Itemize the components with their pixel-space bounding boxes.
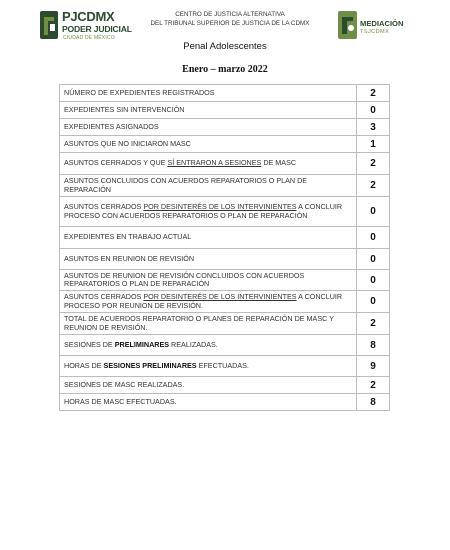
row-value: 0 bbox=[357, 197, 390, 227]
label-part: A CONCLUIR PROCESO CON ACUERDOS REPARATORIOS O PLAN DE REPARACIÓN bbox=[64, 202, 343, 220]
label-emphasis: SÍ ENTRARON A SESIONES bbox=[167, 158, 262, 168]
logo-sub: CIUDAD DE MÉXICO bbox=[63, 35, 115, 41]
label-emphasis: POR DESINTERÉS DE LOS INTERVINIENTES bbox=[143, 202, 297, 212]
label-part: ASUNTOS CERRADOS bbox=[64, 292, 144, 302]
row-value: 8 bbox=[357, 394, 390, 411]
table-row bbox=[60, 270, 390, 291]
table-row bbox=[60, 102, 390, 119]
table-row bbox=[60, 153, 390, 175]
row-value: 9 bbox=[357, 356, 390, 377]
label-part: ASUNTOS CERRADOS bbox=[64, 202, 144, 212]
table-row bbox=[60, 377, 390, 394]
row-label: HORAS DE MASC EFECTUADAS. bbox=[60, 394, 357, 411]
institution-line-1: CENTRO DE JUSTICIA ALTERNATIVA bbox=[175, 11, 285, 18]
row-label: ASUNTOS DE REUNION DE REVISIÓN CONCLUIDOS CON ACUERDOS REPARATORIOS O PLAN DE REPARACIÓN bbox=[60, 270, 357, 291]
label-emphasis: PRELIMINARES bbox=[114, 339, 170, 349]
document-title: Penal Adolescentes bbox=[183, 41, 267, 52]
row-value: 8 bbox=[357, 335, 390, 356]
institution-line-2: DEL TRIBUNAL SUPERIOR DE JUSTICIA DE LA CDMX bbox=[150, 19, 310, 27]
statistics-table bbox=[59, 84, 390, 411]
row-label: NÚMERO DE EXPEDIENTES REGISTRADOS bbox=[60, 85, 357, 102]
row-value: 0 bbox=[357, 249, 390, 270]
row-label bbox=[60, 335, 357, 356]
table-row bbox=[60, 335, 390, 356]
label-part: HORAS DE bbox=[64, 360, 104, 370]
row-label: ASUNTOS CONCLUIDOS CON ACUERDOS REPARATORIOS O PLAN DE REPARACIÓN bbox=[60, 175, 357, 197]
logo-name: PODER JUDICIAL bbox=[62, 24, 132, 34]
row-value: 0 bbox=[357, 291, 390, 313]
row-value: 3 bbox=[357, 119, 390, 136]
table-row bbox=[60, 85, 390, 102]
mediacion-emblem-icon bbox=[338, 11, 357, 39]
table-row bbox=[60, 136, 390, 153]
label-part: ASUNTOS CERRADOS Y QUE bbox=[64, 158, 168, 168]
row-value: 0 bbox=[357, 270, 390, 291]
logo-brand: PJCDMX bbox=[62, 9, 115, 24]
label-emphasis: SESIONES PRELIMINARES bbox=[103, 360, 197, 370]
logo-right-name: MEDIACIÓN bbox=[360, 19, 404, 28]
row-label bbox=[60, 197, 357, 227]
label-part: SESIONES DE bbox=[64, 339, 115, 349]
label-part: EFECTUADAS. bbox=[196, 360, 249, 370]
row-label: ASUNTOS QUE NO INICIARON MASC bbox=[60, 136, 357, 153]
table-row bbox=[60, 175, 390, 197]
row-label: TOTAL DE ACUERDOS REPARATORIO O PLANES DE REPARACIÓN DE MASC Y REUNION DE REVISIÓN. bbox=[60, 313, 357, 335]
row-label bbox=[60, 153, 357, 175]
row-label: EXPEDIENTES ASIGNADOS bbox=[60, 119, 357, 136]
label-part: DE MASC bbox=[261, 158, 297, 168]
table-row bbox=[60, 291, 390, 313]
table-row bbox=[60, 119, 390, 136]
row-value: 2 bbox=[357, 85, 390, 102]
period-subtitle: Enero – marzo 2022 bbox=[182, 64, 268, 75]
mediacion-logo bbox=[338, 11, 418, 41]
row-value: 2 bbox=[357, 175, 390, 197]
pjcdmx-emblem-icon bbox=[40, 9, 60, 41]
row-label bbox=[60, 291, 357, 313]
institution-header bbox=[140, 11, 320, 28]
row-value: 2 bbox=[357, 377, 390, 394]
table-row bbox=[60, 313, 390, 335]
table-row bbox=[60, 394, 390, 411]
row-label: EXPEDIENTES SIN INTERVENCIÓN bbox=[60, 102, 357, 119]
label-part: REALIZADAS. bbox=[169, 339, 218, 349]
row-label bbox=[60, 356, 357, 377]
row-value: 2 bbox=[357, 153, 390, 175]
row-value: 1 bbox=[357, 136, 390, 153]
row-label: SESIONES DE MASC REALIZADAS. bbox=[60, 377, 357, 394]
table-row bbox=[60, 356, 390, 377]
label-part: A CONCLUIR PROCESO POR REUNION DE REVISIÓN. bbox=[64, 292, 343, 310]
row-value: 0 bbox=[357, 102, 390, 119]
row-value: 2 bbox=[357, 313, 390, 335]
pjcdmx-logo bbox=[40, 9, 140, 45]
row-label: EXPEDIENTES EN TRABAJO ACTUAL bbox=[60, 227, 357, 249]
label-emphasis: POR DESINTERÉS DE LOS INTERVINIENTES bbox=[143, 292, 297, 302]
table-row bbox=[60, 249, 390, 270]
logo-right-sub: TSJCDMX bbox=[360, 29, 390, 35]
table-row bbox=[60, 197, 390, 227]
table-row bbox=[60, 227, 390, 249]
row-label: ASUNTOS EN REUNION DE REVISIÓN bbox=[60, 249, 357, 270]
row-value: 0 bbox=[357, 227, 390, 249]
